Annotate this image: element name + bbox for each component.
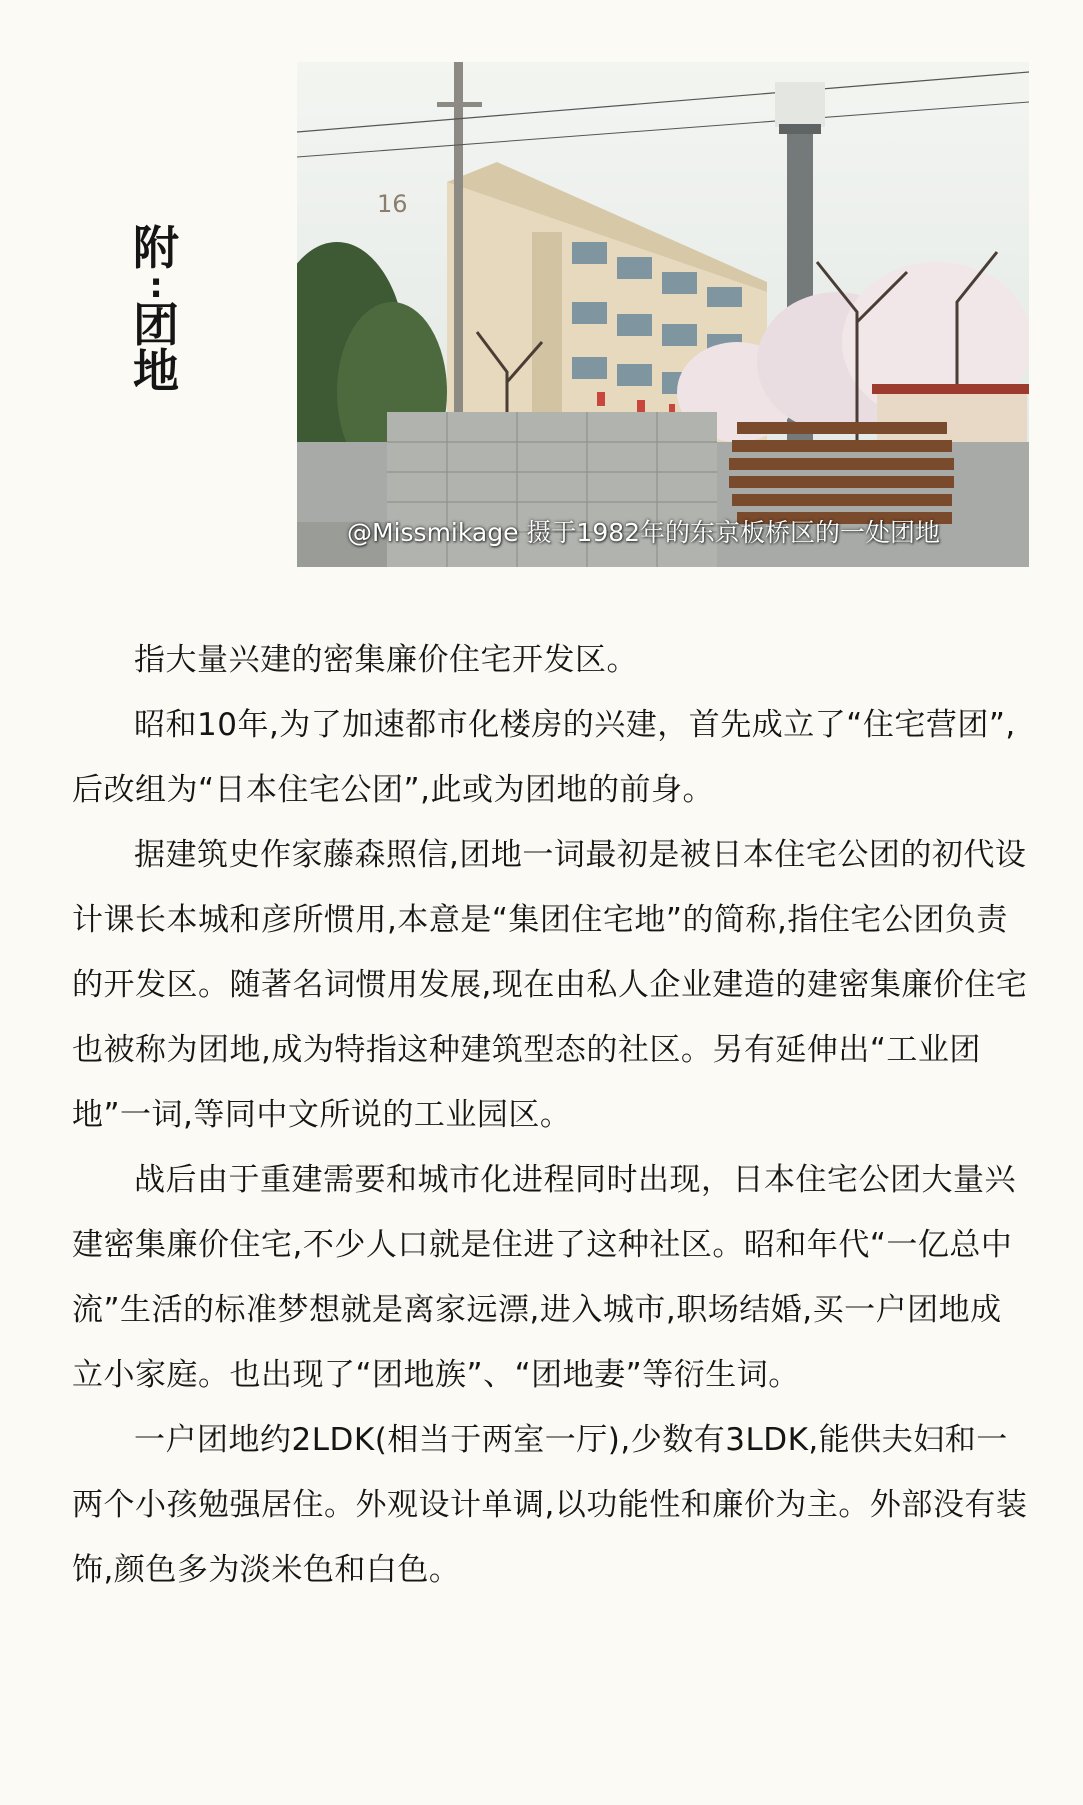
article-body (72, 628, 1032, 1603)
paragraph: 战后由于重建需要和城市化进程同时出现，日本住宅公团大量兴建密集廉价住宅,不少人口就是住进了这种社区。昭和年代“一亿总中流”生活的标准梦想就是离家远漂,进入城市,职场结婚,买一户团地成立小家庭。也出现了“团地族”、“团地妻”等衍生词。 (72, 1162, 1016, 1393)
heading-char: 地 (133, 343, 179, 398)
paragraph: 昭和10年,为了加速都市化楼房的兴建，首先成立了“住宅营团”,后改组为“日本住宅公团”,此或为团地的前身。 (72, 707, 1016, 808)
photo-illustration (297, 62, 1029, 567)
heading-char: 附 (133, 221, 179, 275)
paragraph: 一户团地约2LDK(相当于两室一厅),少数有3LDK,能供夫妇和一两个小孩勉强居住。外观设计单调,以功能性和廉价为主。外部没有装饰,颜色多为淡米色和白色。 (72, 1422, 1028, 1588)
section-heading (125, 221, 187, 398)
heading-char: 团 (133, 297, 179, 352)
building-number: 16 (377, 190, 408, 218)
danchi-photo (297, 62, 1029, 567)
heading-separator: : (149, 266, 163, 306)
photo-caption: @Missmikage 摄于1982年的东京板桥区的一处团地 (347, 518, 941, 547)
paragraph: 指大量兴建的密集廉价住宅开发区。 (134, 642, 638, 678)
paragraph: 据建筑史作家藤森照信,团地一词最初是被日本住宅公团的初代设计课长本城和彦所惯用,本意是“集团住宅地”的简称,指住宅公团负责的开发区。随著名词惯用发展,现在由私人企业建造的建密集廉价住宅也被称为团地,成为特指这种建筑型态的社区。另有延伸出“工业团地”一词,等同中文所说的工业园区。 (72, 837, 1028, 1133)
